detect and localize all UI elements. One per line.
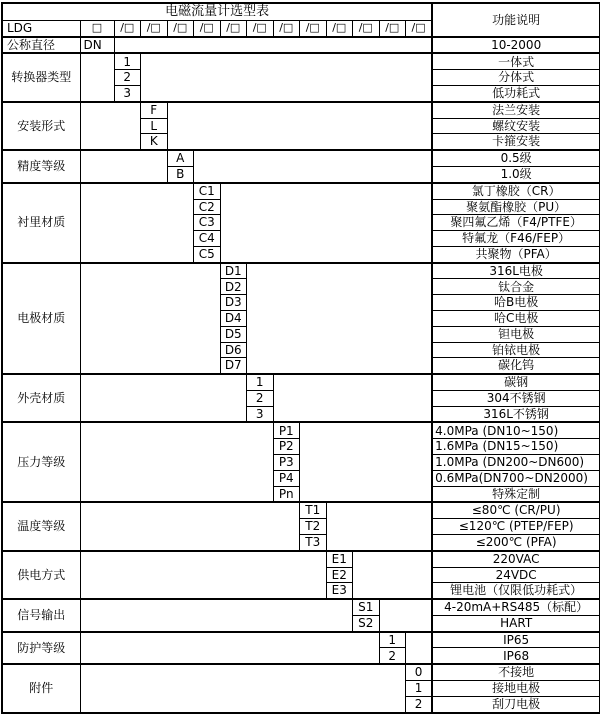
- category-label: 防护等级: [2, 632, 80, 665]
- option-code: D6: [220, 342, 247, 358]
- option-value: 不接地: [432, 664, 600, 680]
- option-value: 聚四氟乙烯（F4/PTFE）: [432, 215, 600, 231]
- option-code: 2: [406, 696, 433, 713]
- option-value: 10-2000: [432, 37, 600, 54]
- category-label: 供电方式: [2, 551, 80, 599]
- option-value: 低功耗式: [432, 86, 600, 102]
- option-value: 4.0MPa (DN10~150): [432, 422, 600, 438]
- option-value: 1.0MPa (DN200~DN600): [432, 455, 600, 471]
- option-code: Pn: [273, 486, 300, 502]
- option-code: L: [141, 118, 168, 134]
- filler-cell: [80, 664, 406, 713]
- option-code: 3: [247, 406, 274, 422]
- option-value: 24VDC: [432, 567, 600, 583]
- option-value: HART: [432, 615, 600, 631]
- category-label: 附件: [2, 664, 80, 713]
- option-value: 铂铱电极: [432, 342, 600, 358]
- option-value: 刮刀电极: [432, 696, 600, 713]
- model-prefix: LDG: [2, 20, 80, 36]
- filler-cell: [80, 599, 353, 632]
- option-code: D2: [220, 279, 247, 295]
- option-value: 哈C电极: [432, 311, 600, 327]
- option-code: D1: [220, 263, 247, 279]
- option-value: 锂电池（仅限低功耗式）: [432, 583, 600, 599]
- category-label: 精度等级: [2, 150, 80, 183]
- option-code: B: [167, 166, 194, 182]
- option-value: ≤80℃ (CR/PU): [432, 502, 600, 518]
- filler-cell: [353, 551, 433, 599]
- filler-cell: [80, 102, 141, 150]
- option-value: 分体式: [432, 70, 600, 86]
- option-code: D4: [220, 311, 247, 327]
- option-code: E1: [326, 551, 353, 567]
- option-value: 220VAC: [432, 551, 600, 567]
- model-code-slot: /□: [220, 20, 247, 36]
- diameter-code: DN: [80, 37, 114, 54]
- filler-cell: [80, 263, 220, 374]
- option-value: 0.6MPa(DN700~DN2000): [432, 470, 600, 486]
- option-code: C3: [194, 215, 221, 231]
- option-value: IP68: [432, 648, 600, 664]
- option-code: D7: [220, 358, 247, 374]
- option-value: 316L电极: [432, 263, 600, 279]
- model-code-slot: /□: [326, 20, 353, 36]
- option-code: S2: [353, 615, 380, 631]
- model-code-slot: /□: [353, 20, 380, 36]
- option-code: S1: [353, 599, 380, 615]
- option-value: 一体式: [432, 53, 600, 69]
- category-label: 电极材质: [2, 263, 80, 374]
- option-value: 碳化钨: [432, 358, 600, 374]
- option-value: ≤200℃ (PFA): [432, 534, 600, 550]
- selection-table: [1, 2, 600, 714]
- option-code: T2: [300, 519, 327, 535]
- category-label: 温度等级: [2, 502, 80, 550]
- model-code-slot: /□: [273, 20, 300, 36]
- option-value: ≤120℃ (PTEP/FEP): [432, 519, 600, 535]
- option-value: 螺纹安装: [432, 118, 600, 134]
- category-label-diameter: 公称直径: [2, 37, 80, 54]
- option-code: P1: [273, 422, 300, 438]
- option-code: C4: [194, 231, 221, 247]
- option-code: 0: [406, 664, 433, 680]
- model-code-slot: /□: [406, 20, 433, 36]
- option-code: E2: [326, 567, 353, 583]
- category-label: 外壳材质: [2, 374, 80, 422]
- option-code: F: [141, 102, 168, 118]
- model-code-slot: /□: [379, 20, 406, 36]
- model-code-slot: /□: [114, 20, 141, 36]
- option-code: C2: [194, 199, 221, 215]
- option-code: 1: [114, 53, 141, 69]
- option-code: C1: [194, 183, 221, 199]
- option-code: E3: [326, 583, 353, 599]
- option-code: 1: [247, 374, 274, 390]
- option-value: 1.0级: [432, 166, 600, 182]
- filler-cell: [80, 374, 247, 422]
- filler-cell: [220, 183, 432, 263]
- filler-cell: [80, 53, 114, 101]
- filler-cell: [273, 374, 432, 422]
- option-value: 卡箍安装: [432, 134, 600, 150]
- option-code: C5: [194, 246, 221, 262]
- option-value: 共聚物（PFA）: [432, 246, 600, 262]
- option-value: 聚氨酯橡胶（PU）: [432, 199, 600, 215]
- option-value: 304不锈钢: [432, 390, 600, 406]
- filler-cell: [80, 632, 379, 665]
- option-code: P2: [273, 439, 300, 455]
- option-value: 接地电极: [432, 681, 600, 697]
- option-value: 钽电极: [432, 326, 600, 342]
- model-code-box: □: [80, 20, 114, 36]
- model-code-slot: /□: [141, 20, 168, 36]
- model-code-slot: /□: [247, 20, 274, 36]
- filler-cell: [247, 263, 433, 374]
- option-value: 特氟龙（F46/FEP）: [432, 231, 600, 247]
- filler-cell: [300, 422, 433, 502]
- option-value: 碳钢: [432, 374, 600, 390]
- filler-cell: [326, 502, 432, 550]
- filler-cell: [80, 422, 273, 502]
- filler-cell: [114, 37, 432, 54]
- option-code: K: [141, 134, 168, 150]
- option-value: 316L不锈钢: [432, 406, 600, 422]
- option-code: 1: [379, 632, 406, 648]
- option-code: 1: [406, 681, 433, 697]
- option-code: T1: [300, 502, 327, 518]
- filler-cell: [141, 53, 433, 101]
- filler-cell: [80, 502, 300, 550]
- option-code: 2: [247, 390, 274, 406]
- filler-cell: [406, 632, 433, 665]
- filler-cell: [80, 183, 194, 263]
- category-label: 安装形式: [2, 102, 80, 150]
- function-column-header: 功能说明: [432, 3, 600, 37]
- model-code-slot: /□: [300, 20, 327, 36]
- option-code: T3: [300, 534, 327, 550]
- option-value: IP65: [432, 632, 600, 648]
- option-value: 1.6MPa (DN15~150): [432, 439, 600, 455]
- option-code: D5: [220, 326, 247, 342]
- option-code: P4: [273, 470, 300, 486]
- option-value: 特殊定制: [432, 486, 600, 502]
- category-label: 压力等级: [2, 422, 80, 502]
- option-value: 0.5级: [432, 150, 600, 166]
- filler-cell: [80, 551, 326, 599]
- option-value: 钛合金: [432, 279, 600, 295]
- filler-cell: [80, 150, 167, 183]
- filler-cell: [194, 150, 433, 183]
- option-value: 氯丁橡胶（CR）: [432, 183, 600, 199]
- model-code-slot: /□: [194, 20, 221, 36]
- option-code: D3: [220, 295, 247, 311]
- category-label: 转换器类型: [2, 53, 80, 101]
- option-code: 3: [114, 86, 141, 102]
- option-code: 2: [379, 648, 406, 664]
- option-code: 2: [114, 70, 141, 86]
- category-label: 衬里材质: [2, 183, 80, 263]
- option-value: 哈B电极: [432, 295, 600, 311]
- page-title: 电磁流量计选型表: [2, 3, 432, 20]
- filler-cell: [379, 599, 432, 632]
- option-code: A: [167, 150, 194, 166]
- option-value: 4-20mA+RS485（标配）: [432, 599, 600, 615]
- model-code-slot: /□: [167, 20, 194, 36]
- filler-cell: [167, 102, 432, 150]
- option-value: 法兰安装: [432, 102, 600, 118]
- option-code: P3: [273, 455, 300, 471]
- category-label: 信号输出: [2, 599, 80, 632]
